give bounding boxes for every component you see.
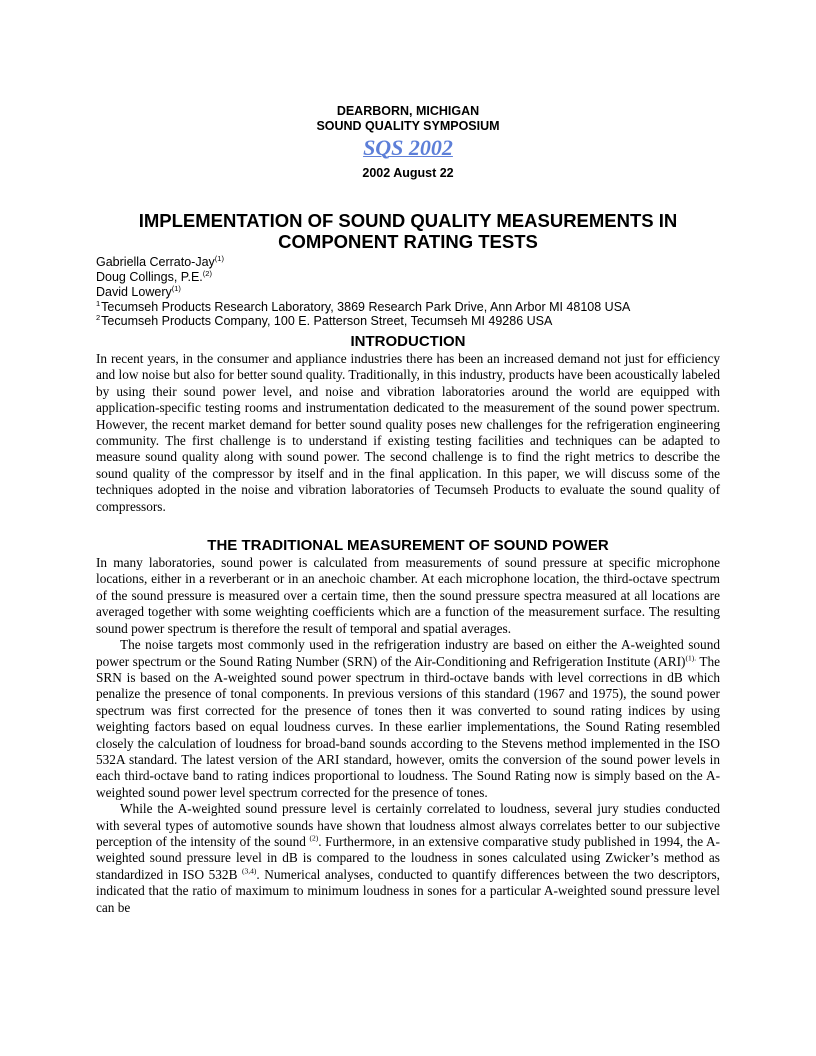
traditional-paragraph-2 (96, 637, 720, 801)
paper-title-line-1: IMPLEMENTATION OF SOUND QUALITY MEASUREMENTS IN (138, 210, 678, 231)
introduction-paragraph: In recent years, in the consumer and appliance industries there has been an increased demand not just for efficiency and low noise but also for better sound quality. Traditionally, in this industry, products have been acoustically labeled by using their sound power level, and noise and vibration laboratories around the world are equipped with application-specific testing rooms and instrumentation dedicated to the measurement of the sound power spectrum. However, the recent market demand for better sound quality poses new challenges for the refrigeration engineering community. The first challenge is to understand if existing testing facilities and techniques can be adapted to measure sound quality along with sound power. The second challenge is to find the right metrics to describe the sound quality of the compressor by itself and in the final application. In this paper, we will discuss some of the techniques adopted in the noise and vibration laboratories of Tecumseh Products to evaluate the sound quality of compressors. (96, 351, 720, 514)
affiliation-text: Tecumseh Products Research Laboratory, 3869 Research Park Drive, Ann Arbor MI 48108 USA (101, 300, 631, 314)
paragraph-text: The noise targets most commonly used in the refrigeration industry are based on either the A-weighted sound power spectrum or the Sound Rating Number (SRN) of the Air-Conditioning and Refrigeration Institute (ARI) (96, 637, 720, 669)
affiliation (96, 300, 720, 314)
paragraph-text: While the A-weighted sound pressure level is certainly correlated to loudness, several jury studies conducted with several types of automotive sounds have shown that loudness almost always correlates better to our subjective perception of the intensity of the sound (96, 801, 720, 849)
traditional-paragraph-1: In many laboratories, sound power is calculated from measurements of sound pressure at specific microphone locations, either in a reverberant or in an anechoic chamber. At each microphone location, the third-octave spectrum of the sound pressure is measured over a certain time, then the sound pressure spectra measured at all locations are averaged together with some weighting coefficients which are a function of the measurement surface. The resulting sound power spectrum is therefore the result of temporal and spatial averages. (96, 555, 720, 636)
paper-title-line-2: COMPONENT RATING TESTS (278, 231, 538, 252)
author-name: Doug Collings, P.E. (96, 270, 203, 284)
affiliation-number: 2 (96, 312, 101, 322)
author-ref: (2) (202, 268, 212, 278)
document-page (96, 0, 720, 916)
section-heading-introduction: INTRODUCTION (350, 333, 466, 350)
sqs-logo: SQS 2002 (363, 135, 453, 160)
traditional-paragraph-3 (96, 801, 720, 916)
author-list (96, 255, 720, 300)
citation-ref: (1). (685, 653, 697, 663)
citation-ref: (3,4) (242, 866, 257, 876)
affiliation-list (96, 300, 720, 328)
paper-title (96, 210, 720, 252)
affiliation-text: Tecumseh Products Company, 100 E. Patterson Street, Tecumseh MI 49286 USA (101, 314, 553, 328)
author (96, 270, 720, 285)
citation-ref: (2) (309, 833, 319, 843)
author (96, 285, 720, 300)
paragraph-text: . Numerical analyses, conducted to quantify differences between the two descriptors, indicated that the ratio of maximum to minimum loudness in sones for a particular A-weighted sound pressure level can be (96, 866, 720, 915)
affiliation-number: 1 (96, 298, 101, 308)
author-name: David Lowery (96, 285, 172, 299)
paragraph-text: . Furthermore, in an extensive comparative study published in 1994, the A-weighted sound pressure level in dB is compared to the loudness in sones calculated using Zwicker’s method as standardized in ISO 532B (96, 833, 720, 882)
author-name: Gabriella Cerrato-Jay (96, 255, 215, 269)
header-event: SOUND QUALITY SYMPOSIUM (316, 119, 500, 133)
section-heading-traditional-measurement: THE TRADITIONAL MEASUREMENT OF SOUND POWER (207, 537, 609, 555)
header-date: 2002 August 22 (362, 166, 454, 180)
author-ref: (1) (171, 283, 181, 293)
affiliation (96, 314, 720, 328)
author (96, 255, 720, 270)
header-location: DEARBORN, MICHIGAN (336, 104, 480, 118)
author-ref: (1) (214, 253, 224, 263)
paragraph-text: The SRN is based on the A-weighted sound power spectrum in third-octave bands with level corrections in dB which penalize the presence of tonal components. In previous versions of this standard (1967 and 1975), the sound power spectrum was first corrected for the presence of tones then it was converted to sound rating indices by using weighting factors based on equal loudness curves. In these earlier implementations, the Sound Rating resembled closely the calculation of loudness for broad-band sounds according to the Stevens method implemented in the ISO 532A standard. The latest version of the ARI standard, however, omits the conversion of the sound power levels in each third-octave band to rating indices proportional to loudness. The Sound Rating now is simply based on the A-weighted sound power level spectrum corrected for the presence of tones. (96, 653, 720, 800)
